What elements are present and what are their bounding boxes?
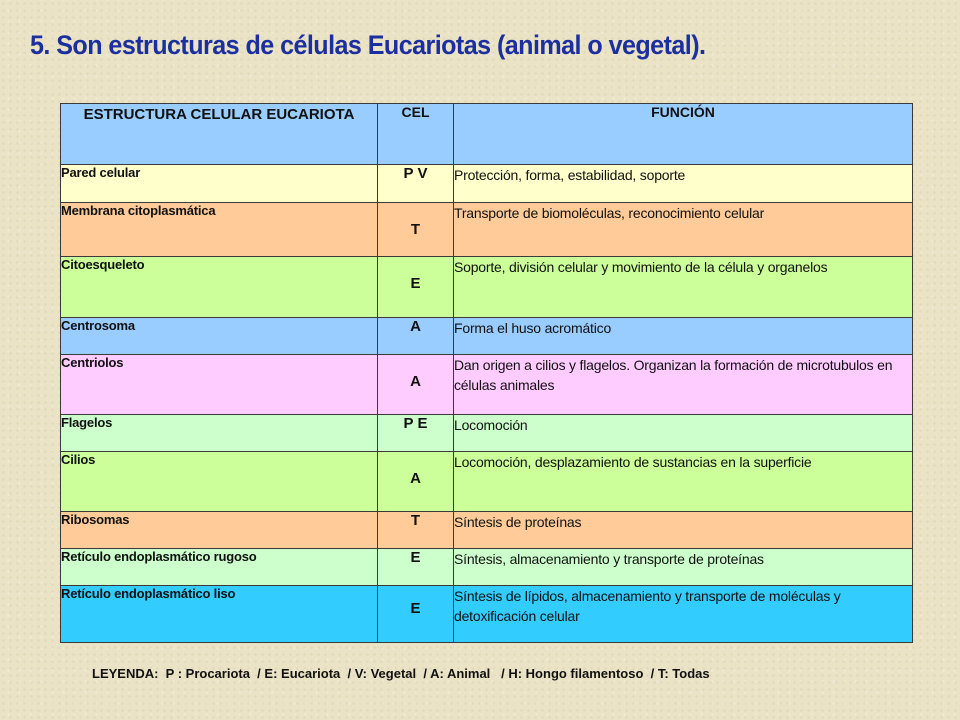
row-function: Forma el huso acromático bbox=[454, 318, 913, 355]
row-structure: Pared celular bbox=[61, 165, 378, 203]
row-structure: Membrana citoplasmática bbox=[61, 203, 378, 257]
header-structure: ESTRUCTURA CELULAR EUCARIOTA bbox=[61, 104, 378, 165]
row-cel: P V bbox=[378, 165, 454, 203]
row-function: Locomoción, desplazamiento de sustancias en la superficie bbox=[454, 452, 913, 512]
table-row bbox=[61, 355, 913, 415]
row-function: Síntesis de proteínas bbox=[454, 512, 913, 549]
row-cel: T bbox=[378, 512, 454, 549]
row-cel: E bbox=[378, 257, 454, 318]
row-structure: Centrosoma bbox=[61, 318, 378, 355]
row-function: Protección, forma, estabilidad, soporte bbox=[454, 165, 913, 203]
row-cel: E bbox=[378, 586, 454, 643]
table-row bbox=[61, 549, 913, 586]
row-structure: Centriolos bbox=[61, 355, 378, 415]
table-row bbox=[61, 318, 913, 355]
row-function: Dan origen a cilios y flagelos. Organizan la formación de microtubulos en células animales bbox=[454, 355, 913, 415]
row-structure: Retículo endoplasmático rugoso bbox=[61, 549, 378, 586]
header-function: FUNCIÓN bbox=[454, 104, 913, 165]
row-cel: P E bbox=[378, 415, 454, 452]
legend: LEYENDA: P : Procariota / E: Eucariota / V: Vegetal / A: Animal / H: Hongo filamentoso / T: Todas bbox=[92, 666, 710, 681]
row-function: Síntesis, almacenamiento y transporte de proteínas bbox=[454, 549, 913, 586]
row-structure: Cilios bbox=[61, 452, 378, 512]
row-cel: A bbox=[378, 452, 454, 512]
table-row bbox=[61, 452, 913, 512]
row-structure: Ribosomas bbox=[61, 512, 378, 549]
row-cel: A bbox=[378, 355, 454, 415]
slide-title: 5. Son estructuras de células Eucariotas (animal o vegetal). bbox=[30, 30, 706, 60]
row-function: Transporte de biomoléculas, reconocimiento celular bbox=[454, 203, 913, 257]
table-row bbox=[61, 165, 913, 203]
row-function: Locomoción bbox=[454, 415, 913, 452]
row-function: Soporte, división celular y movimiento de la célula y organelos bbox=[454, 257, 913, 318]
table-header-row bbox=[61, 104, 913, 165]
cell-structures-table bbox=[60, 103, 913, 643]
header-cel: CEL bbox=[378, 104, 454, 165]
table-row bbox=[61, 203, 913, 257]
row-structure: Flagelos bbox=[61, 415, 378, 452]
row-cel: T bbox=[378, 203, 454, 257]
table-row bbox=[61, 512, 913, 549]
row-function: Síntesis de lípidos, almacenamiento y transporte de moléculas y detoxificación celular bbox=[454, 586, 913, 643]
table-row bbox=[61, 586, 913, 643]
table-row bbox=[61, 415, 913, 452]
row-cel: E bbox=[378, 549, 454, 586]
table-row bbox=[61, 257, 913, 318]
row-structure: Retículo endoplasmático liso bbox=[61, 586, 378, 643]
row-cel: A bbox=[378, 318, 454, 355]
row-structure: Citoesqueleto bbox=[61, 257, 378, 318]
